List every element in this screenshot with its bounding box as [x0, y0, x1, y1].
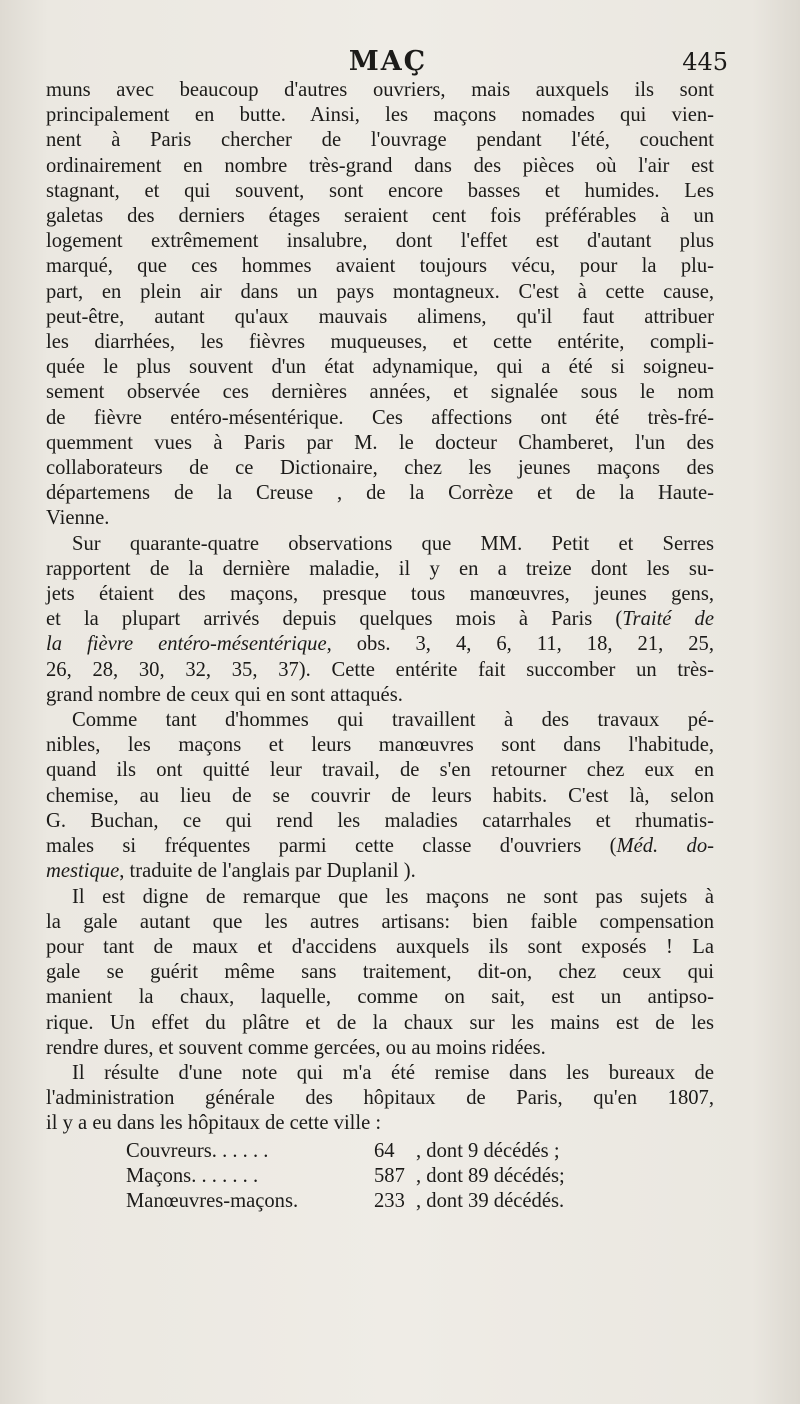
- text-line: marqué, que ces hommes avaient toujours vécu, pour la plu-: [46, 255, 714, 278]
- text-line: Comme tant d'hommes qui travaillent à des travaux pé-: [72, 709, 714, 732]
- text-line: [46, 632, 714, 657]
- page-header: [48, 40, 728, 80]
- text-line: Vienne.: [46, 507, 110, 530]
- citation-title: mestique: [46, 860, 120, 883]
- text-line: de fièvre entéro-mésentérique. Ces affections ont été très-fré-: [46, 406, 714, 429]
- text-line: logement extrêmement insalubre, dont l'effet est d'autant plus: [46, 230, 714, 253]
- text-line: chemise, au lieu de se couvrir de leurs habits. C'est là, selon: [46, 784, 714, 807]
- text-line: les diarrhées, les fièvres muqueuses, et cette entérite, compli-: [46, 331, 714, 354]
- text-line: nent à Paris chercher de l'ouvrage pendant l'été, couchent: [46, 129, 714, 152]
- text-line: galetas des derniers étages seraient cent fois préférables à un: [46, 205, 714, 228]
- text-line: Sur quarante-quatre observations que MM. Petit et Serres: [72, 532, 714, 555]
- text-line: l'administration générale des hôpitaux de Paris, qu'en 1807,: [46, 1087, 714, 1110]
- text-line: grand nombre de ceux qui en sont attaqués.: [46, 683, 403, 706]
- text-line: part, en plein air dans un pays montagneux. C'est à cette cause,: [46, 280, 714, 303]
- text-fragment: , obs. 3, 4, 6, 11, 18, 21, 25,: [326, 633, 714, 656]
- text-line: gale se guérit même sans traitement, dit-on, chez ceux qui: [46, 961, 714, 984]
- text-line: ordinairement en nombre très-grand dans des pièces où l'air est: [46, 154, 714, 177]
- row-deaths: , dont 9 décédés ;: [416, 1139, 560, 1162]
- text-line: quemment vues à Paris par M. le docteur Chamberet, l'un des: [46, 431, 714, 454]
- citation-title: Traité de: [622, 608, 714, 631]
- text-line: Il est digne de remarque que les maçons ne sont pas sujets à: [72, 885, 714, 908]
- text-line: rique. Un effet du plâtre et de la chaux sur les mains est de les: [46, 1011, 714, 1034]
- table-row: [46, 1189, 714, 1214]
- citation-title: la fièvre entéro-mésentérique: [46, 633, 327, 656]
- running-head: MAÇ: [348, 46, 428, 77]
- text-line: Il résulte d'une note qui m'a été remise dans les bureaux de: [72, 1061, 714, 1084]
- hospital-statistics-table: [46, 1139, 714, 1215]
- text-line: [46, 834, 714, 859]
- row-label: Couvreurs. . . . . .: [126, 1139, 269, 1162]
- text-line: nibles, les maçons et leurs manœuvres sont dans l'habitude,: [46, 734, 714, 757]
- text-fragment: , traduite de l'anglais par Duplanil ).: [119, 860, 416, 883]
- text-line: la gale autant que les autres artisans: bien faible compensation: [46, 910, 714, 933]
- text-fragment: et la plupart arrivés depuis quelques mois à Paris (: [46, 608, 623, 631]
- text-line: quand ils ont quitté leur travail, de s'en retourner chez eux en: [46, 759, 714, 782]
- table-row: [46, 1164, 714, 1189]
- text-line: [46, 607, 714, 632]
- text-line: stagnant, et qui souvent, sont encore basses et humides. Les: [46, 179, 714, 202]
- text-line: jets étaient des maçons, presque tous manœuvres, jeunes gens,: [46, 583, 714, 606]
- text-line: il y a eu dans les hôpitaux de cette ville :: [46, 1112, 382, 1135]
- text-line: rapportent de la dernière maladie, il y en a treize dont les su-: [46, 557, 714, 580]
- text-line: sement observée ces dernières années, et signalée sous le nom: [46, 381, 714, 404]
- text-line: départemens de la Creuse , de la Corrèze et de la Haute-: [46, 482, 714, 505]
- row-count: 64: [374, 1139, 395, 1162]
- text-fragment: males si fréquentes parmi cette classe d'ouvriers (: [46, 835, 617, 858]
- text-line: pour tant de maux et d'accidens auxquels ils sont exposés ! La: [46, 935, 714, 958]
- text-line: quée le plus souvent d'un état adynamique, qui a été si soigneu-: [46, 356, 714, 379]
- row-deaths: , dont 39 décédés.: [416, 1189, 565, 1212]
- row-label: Manœuvres-maçons.: [126, 1189, 299, 1212]
- citation-title: Méd. do-: [616, 835, 715, 858]
- text-line: collaborateurs de ce Dictionaire, chez les jeunes maçons des: [46, 457, 714, 480]
- text-line: peut-être, autant qu'aux mauvais alimens, qu'il faut attribuer: [46, 305, 714, 328]
- page-number: 445: [682, 48, 728, 76]
- text-line: muns avec beaucoup d'autres ouvriers, mais auxquels ils sont: [46, 79, 714, 101]
- row-deaths: , dont 89 décédés;: [416, 1164, 565, 1187]
- row-label: Maçons. . . . . . .: [126, 1164, 259, 1187]
- text-line: principalement en butte. Ainsi, les maçons nomades qui vien-: [46, 104, 714, 127]
- text-line: 26, 28, 30, 32, 35, 37). Cette entérite fait succomber un très-: [46, 658, 714, 681]
- table-row: [46, 1139, 714, 1164]
- row-count: 587: [374, 1164, 405, 1187]
- text-line: rendre dures, et souvent comme gercées, ou au moins ridées.: [46, 1036, 546, 1059]
- body-text: [46, 78, 714, 1214]
- row-count: 233: [374, 1189, 405, 1212]
- text-line: [46, 859, 714, 884]
- text-line: G. Buchan, ce qui rend les maladies catarrhales et rhumatis-: [46, 809, 714, 832]
- text-line: manient la chaux, laquelle, comme on sait, est un antipso-: [46, 986, 714, 1009]
